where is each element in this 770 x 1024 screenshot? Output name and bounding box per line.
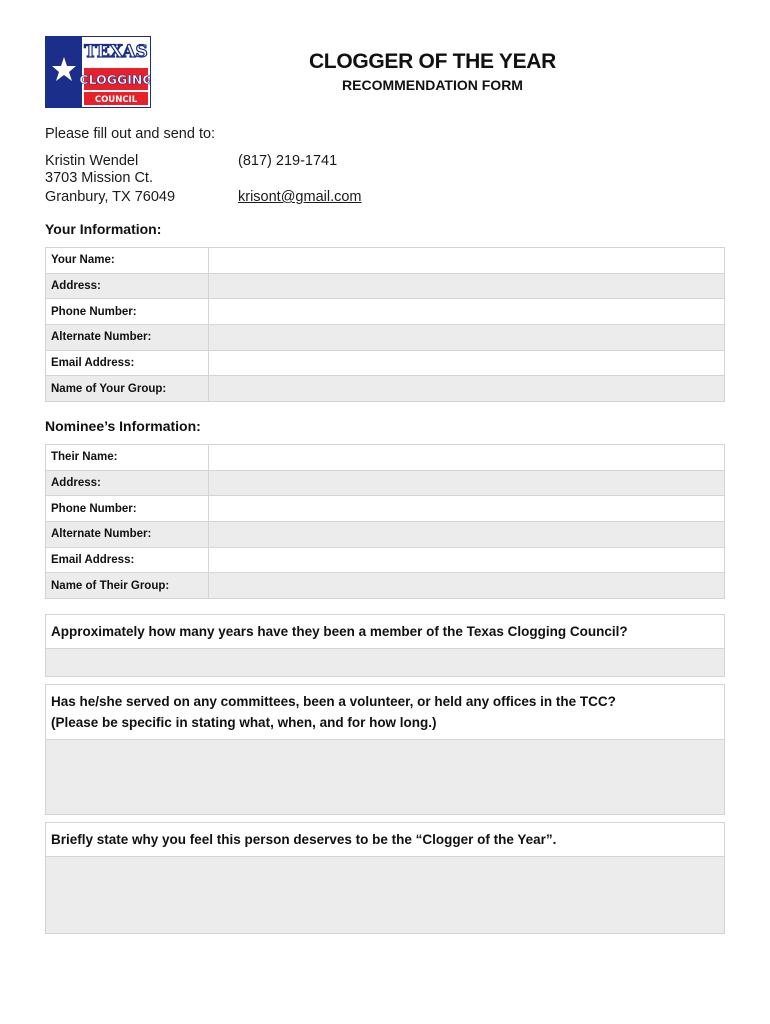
their-name-field[interactable]	[209, 445, 725, 471]
table-row	[46, 445, 725, 471]
table-row	[46, 350, 725, 376]
question-service-answer[interactable]	[46, 739, 724, 814]
your-address-label: Address:	[46, 273, 209, 299]
send-to-intro: Please fill out and send to:	[45, 126, 216, 142]
your-phone-label: Phone Number:	[46, 299, 209, 325]
question-why-deserves-text: Briefly state why you feel this person deserves to be the “Clogger of the Year”.	[46, 823, 724, 856]
your-name-label: Your Name:	[46, 248, 209, 274]
their-alternate-number-label: Alternate Number:	[46, 522, 209, 548]
their-phone-label: Phone Number:	[46, 496, 209, 522]
your-name-field[interactable]	[209, 248, 725, 274]
their-email-label: Email Address:	[46, 547, 209, 573]
question-years-member	[45, 614, 725, 677]
their-group-label: Name of Their Group:	[46, 573, 209, 599]
table-row	[46, 248, 725, 274]
question-why-deserves-answer[interactable]	[46, 856, 724, 933]
your-email-label: Email Address:	[46, 350, 209, 376]
page-title: CLOGGER OF THE YEAR	[308, 50, 557, 73]
table-row	[46, 299, 725, 325]
their-name-label: Their Name:	[46, 445, 209, 471]
nominee-information-table	[45, 444, 725, 599]
logo-text-council: COUNCIL	[94, 95, 138, 105]
table-row	[46, 547, 725, 573]
table-row	[46, 376, 725, 402]
table-row	[46, 522, 725, 548]
table-row	[46, 470, 725, 496]
contact-city: Granbury, TX 76049	[45, 189, 176, 205]
contact-email-link[interactable]: krisont@gmail.com	[238, 189, 362, 205]
table-row	[46, 573, 725, 599]
question-service-line2: (Please be specific in stating what, when, and for how long.)	[51, 715, 437, 730]
your-information-table	[45, 247, 725, 402]
page-subtitle: RECOMMENDATION FORM	[342, 77, 523, 93]
your-phone-field[interactable]	[209, 299, 725, 325]
question-service	[45, 684, 725, 815]
table-row	[46, 325, 725, 351]
texas-clogging-council-logo	[45, 36, 151, 108]
table-row	[46, 496, 725, 522]
your-email-field[interactable]	[209, 350, 725, 376]
question-why-deserves	[45, 822, 725, 934]
contact-street: 3703 Mission Ct.	[45, 170, 153, 186]
table-row	[46, 273, 725, 299]
their-email-field[interactable]	[209, 547, 725, 573]
your-alternate-number-field[interactable]	[209, 325, 725, 351]
question-service-line1: Has he/she served on any committees, been a volunteer, or held any offices in the TCC?	[51, 694, 616, 709]
your-information-heading: Your Information:	[45, 221, 162, 237]
their-alternate-number-field[interactable]	[209, 522, 725, 548]
your-group-label: Name of Your Group:	[46, 376, 209, 402]
their-address-field[interactable]	[209, 470, 725, 496]
their-group-field[interactable]	[209, 573, 725, 599]
your-address-field[interactable]	[209, 273, 725, 299]
their-phone-field[interactable]	[209, 496, 725, 522]
nominee-information-heading: Nominee’s Information:	[45, 418, 201, 434]
contact-name: Kristin Wendel	[45, 153, 139, 169]
question-years-member-answer[interactable]	[46, 648, 724, 676]
your-group-field[interactable]	[209, 376, 725, 402]
question-service-text	[46, 685, 724, 739]
their-address-label: Address:	[46, 470, 209, 496]
question-years-member-text: Approximately how many years have they been a member of the Texas Clogging Council?	[46, 615, 724, 648]
your-alternate-number-label: Alternate Number:	[46, 325, 209, 351]
logo-text-clogging: CLOGGING	[79, 72, 150, 87]
logo-text-texas: TEXAS	[84, 42, 148, 62]
contact-phone: (817) 219-1741	[238, 153, 338, 169]
logo-graphic	[46, 37, 150, 107]
